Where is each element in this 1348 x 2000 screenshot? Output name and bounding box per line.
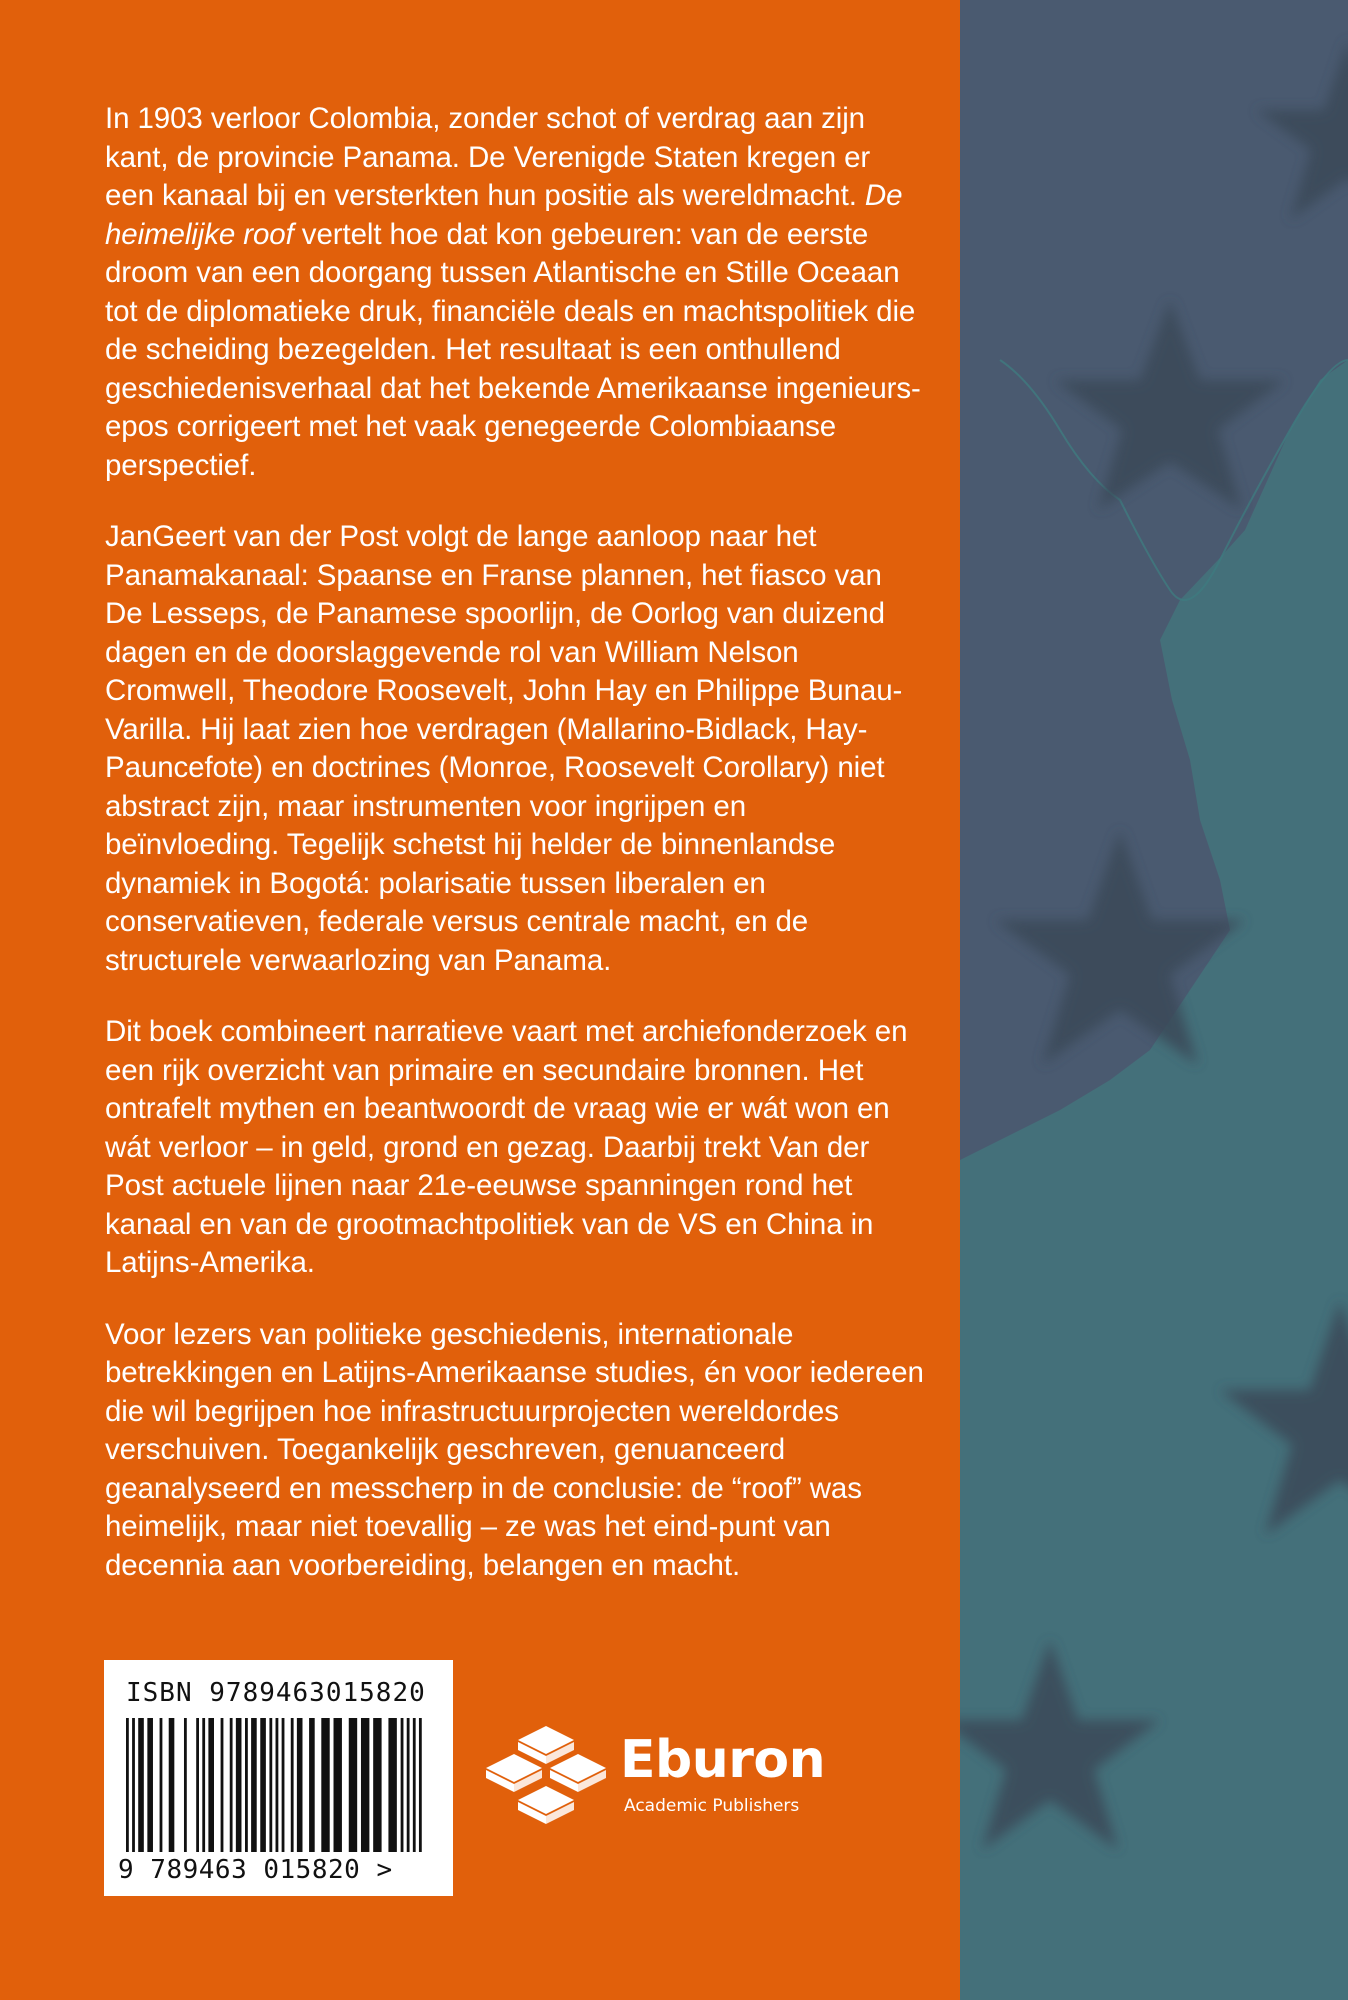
publisher-subtitle: Academic Publishers bbox=[624, 1796, 800, 1816]
publisher-logo-block bbox=[486, 1724, 866, 1844]
barcode-bar bbox=[419, 1718, 422, 1852]
barcode-bar bbox=[132, 1718, 135, 1852]
blurb-paragraph-3: Dit boek combineert narratieve vaart met archiefonderzoek en een rijk overzicht van primaire en secundaire bronnen. Het ontrafelt mythen en beantwoordt de vraag wie er wát won en wát verloor – in geld, grond en gezag. Daarbij trekt Van der Post actuele lijnen naar 21e-eeuwse spanningen rond het kanaal en van de grootmachtpolitiek van de VS en China in Latijns-Amerika. bbox=[105, 1015, 908, 1279]
barcode-bar bbox=[260, 1718, 266, 1852]
barcode-bar bbox=[230, 1718, 233, 1852]
barcode-bar bbox=[184, 1718, 187, 1852]
book-title-italic: De heimelijke roof bbox=[105, 179, 903, 251]
map-background-panel bbox=[960, 0, 1348, 2000]
blurb-paragraph-1 bbox=[105, 100, 925, 485]
barcode-bar bbox=[413, 1718, 416, 1852]
barcode-bar bbox=[276, 1718, 279, 1852]
barcode-bar bbox=[169, 1718, 175, 1852]
barcode-bar bbox=[407, 1718, 410, 1852]
barcode-bar bbox=[196, 1718, 199, 1852]
barcode-bar bbox=[126, 1718, 129, 1852]
barcode-bar bbox=[388, 1718, 396, 1852]
barcode-bar bbox=[138, 1718, 144, 1852]
barcode-bar bbox=[208, 1718, 214, 1852]
barcode-bar bbox=[401, 1718, 404, 1852]
barcode-bar bbox=[282, 1718, 285, 1852]
barcode-bar bbox=[245, 1718, 248, 1852]
isbn-barcode-box bbox=[104, 1660, 453, 1896]
barcode-digits: 9 789463 015820 > bbox=[118, 1855, 393, 1885]
map-illustration bbox=[960, 0, 1348, 2000]
back-cover-blurb bbox=[105, 100, 925, 1618]
barcode-bar bbox=[334, 1718, 342, 1852]
publisher-name: Eburon bbox=[620, 1730, 826, 1790]
barcode-bar bbox=[297, 1718, 303, 1852]
barcode-bar bbox=[236, 1718, 242, 1852]
barcode-bars bbox=[126, 1718, 426, 1856]
isbn-label: ISBN 9789463015820 bbox=[126, 1678, 426, 1708]
barcode-bar bbox=[160, 1718, 163, 1852]
barcode-bar bbox=[373, 1718, 381, 1852]
barcode-bar bbox=[147, 1718, 153, 1852]
barcode-bar bbox=[221, 1718, 224, 1852]
barcode-bar bbox=[309, 1718, 315, 1852]
barcode-bar bbox=[269, 1718, 272, 1852]
barcode-bar bbox=[349, 1718, 357, 1852]
barcode-bar bbox=[321, 1718, 329, 1852]
stacked-books-logo-icon bbox=[486, 1724, 606, 1834]
barcode-bar bbox=[361, 1718, 369, 1852]
blurb-paragraph-4: Voor lezers van politieke geschiedenis, internationale betrekkingen en Latijns-Amerikaanse studies, én voor iedereen die wil begrijpen hoe infrastructuurprojecten wereldordes verschuiven. Toegankelijk geschreven, genuanceerd geanalyseerd en messcherp in de conclusie: de “roof” was heimelijk, maar niet toevallig – ze was het eind-punt van decennia aan voorbereiding, belangen en macht. bbox=[105, 1317, 924, 1582]
barcode-bar bbox=[202, 1718, 205, 1852]
blurb-text: vertelt hoe dat kon gebeuren: van de eerste droom van een doorgang tussen Atlantische en Stille Oceaan tot de diplomatieke druk, financiële deals en machtspolitiek die de scheiding bezegelden. Het resultaat is een onthullend geschiedenisverhaal dat het bekende Amerikaanse ingenieurs-epos corrigeert met het vaak genegeerde Colombiaanse perspectief. bbox=[105, 217, 921, 482]
blurb-paragraph-2: JanGeert van der Post volgt de lange aanloop naar het Panamakanaal: Spaanse en Franse plannen, het fiasco van De Lesseps, de Panamese spoorlijn, de Oorlog van duizend dagen en de doorslaggevende rol van William Nelson Cromwell, Theodore Roosevelt, John Hay en Philippe Bunau-Varilla. Hij laat zien hoe verdragen (Mallarino-Bidlack, Hay-Pauncefote) en doctrines (Monroe, Roosevelt Corollary) niet abstract zijn, maar instrumenten voor ingrijpen en beïnvloeding. Tegelijk schetst hij helder de binnenlandse dynamiek in Bogotá: polarisatie tussen liberalen en conservatieven, federale versus centrale macht, en de structurele verwaarlozing van Panama. bbox=[105, 520, 903, 977]
barcode-bar bbox=[251, 1718, 257, 1852]
blurb-text: In 1903 verloor Colombia, zonder schot of verdrag aan zijn kant, de provincie Panama. De Verenigde Staten kregen er een kanaal bij en versterkten hun positie als wereldmacht. bbox=[105, 102, 871, 212]
barcode-bar bbox=[291, 1718, 294, 1852]
